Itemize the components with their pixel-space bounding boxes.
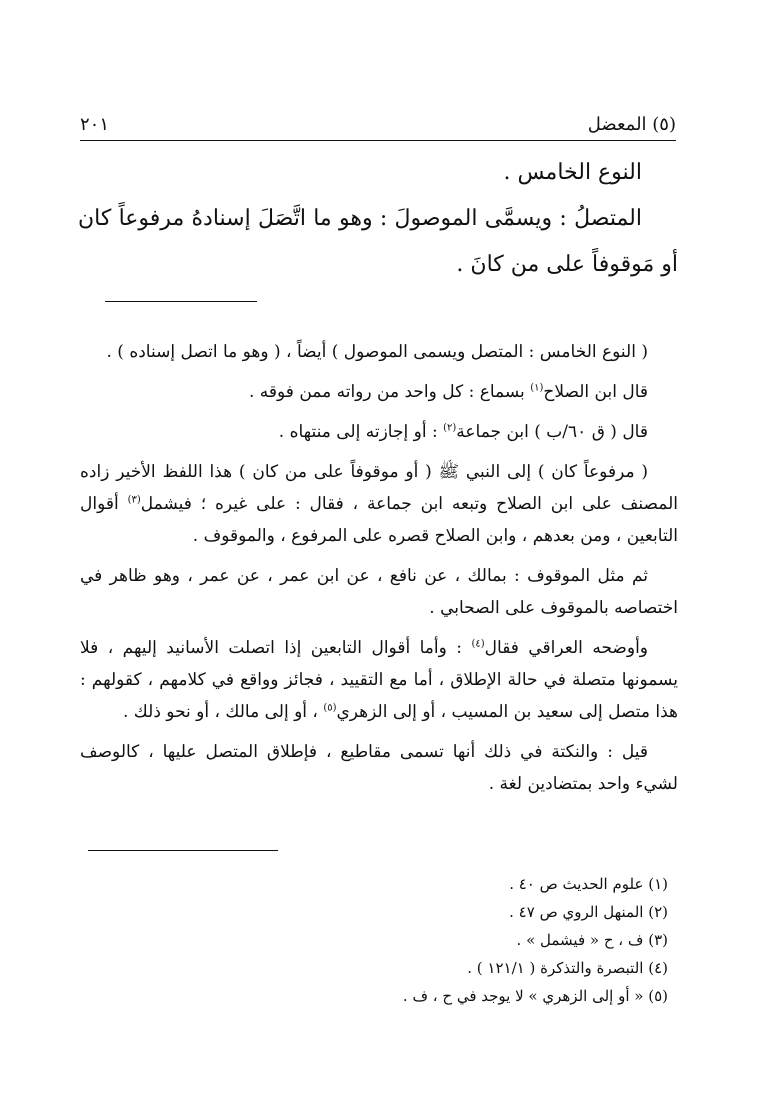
commentary-paragraph-2 [80, 376, 678, 408]
commentary-paragraph-4 [80, 456, 678, 552]
header-rule [80, 140, 676, 141]
commentary-paragraph-7: قيل : والنكتة في ذلك أنها تسمى مقاطيع ، فإطلاق المتصل عليها ، كالوصف لشيء واحد بمتضادين لغة . [80, 742, 678, 794]
text-run: : وأما أقوال التابعين إذا اتصلت الأسانيد إليهم ، فلا يسمونها متصلة في حالة الإطلاق ، أما مع التقييد ، فجائز وواقع في كلامهم ، كقولهم : هذا متصل إلى سعيد بن المسيب ، أو إلى الزهري [80, 638, 678, 722]
footnote-ref-3: (٣) [127, 494, 141, 506]
definition-line-1: المتصلُ : ويسمَّى الموصولَ : وهو ما اتَّصَلَ إسنادهُ مرفوعاً كان أو مَوقوفاً [78, 206, 678, 277]
section-title: النوع الخامس . [503, 160, 642, 185]
definition-text [78, 196, 678, 288]
footnote-ref-1: (١) [530, 382, 544, 394]
text-run: ( مرفوعاً كان ) إلى النبي ﷺ ( أو موقوفاً على من كان ) هذا اللفظ الأخير زاده المصنف على ابن الصلاح وتبعه ابن جماعة ، فقال : على غيره ؛ فيشمل [80, 462, 678, 514]
commentary-paragraph-3 [80, 416, 678, 448]
footnote-ref-5: (٥) [323, 702, 337, 714]
commentary [80, 336, 678, 808]
text-run: ، أو إلى مالك ، أو نحو ذلك . [123, 702, 324, 722]
footnotes [80, 870, 676, 1010]
footnote-rule [88, 850, 278, 851]
footnote-5: (٥) « أو إلى الزهري » لا يوجد في ح ، ف . [402, 987, 668, 1005]
commentary-paragraph-1: ( النوع الخامس : المتصل ويسمى الموصول ) أيضاً ، ( وهو ما اتصل إسناده ) . [106, 342, 648, 362]
footnote-2: (٢) المنهل الروي ص ٤٧ . [509, 903, 668, 921]
text-run: قال ابن الصلاح [543, 382, 648, 402]
commentary-paragraph-6 [80, 632, 678, 728]
text-run: بسماع : كل واحد من رواته ممن فوقه . [248, 382, 531, 402]
footnote-3: (٣) ف ، ح « فيشمل » . [516, 931, 668, 949]
definition-line-2: على من كانَ . [456, 252, 586, 277]
text-run: وأوضحه العراقي فقال [484, 638, 648, 658]
text-run: قال ( ق ٦٠/ب ) ابن جماعة [456, 422, 648, 442]
page-number: ٢٠١ [80, 113, 110, 135]
footnote-ref-4: (٤) [471, 638, 485, 650]
running-header [80, 112, 676, 136]
text-run: أقوال التابعين ، ومن بعدهم ، وابن الصلاح قصره على المرفوع ، والموقوف . [80, 494, 678, 546]
commentary-paragraph-5: ثم مثل الموقوف : بمالك ، عن نافع ، عن ابن عمر ، عن عمر ، وهو ظاهر في اختصاصه بالموقوف على الصحابي . [80, 566, 678, 618]
chapter-heading: (٥) المعضل [587, 113, 676, 135]
footnote-4: (٤) التبصرة والتذكرة ( ١٢١/١ ) . [467, 959, 668, 977]
matn-separator-rule [105, 301, 257, 302]
text-run: : أو إجازته إلى منتهاه . [278, 422, 444, 442]
footnote-1: (١) علوم الحديث ص ٤٠ . [509, 875, 668, 893]
matn-text [78, 150, 678, 288]
footnote-ref-2: (٢) [443, 422, 457, 434]
